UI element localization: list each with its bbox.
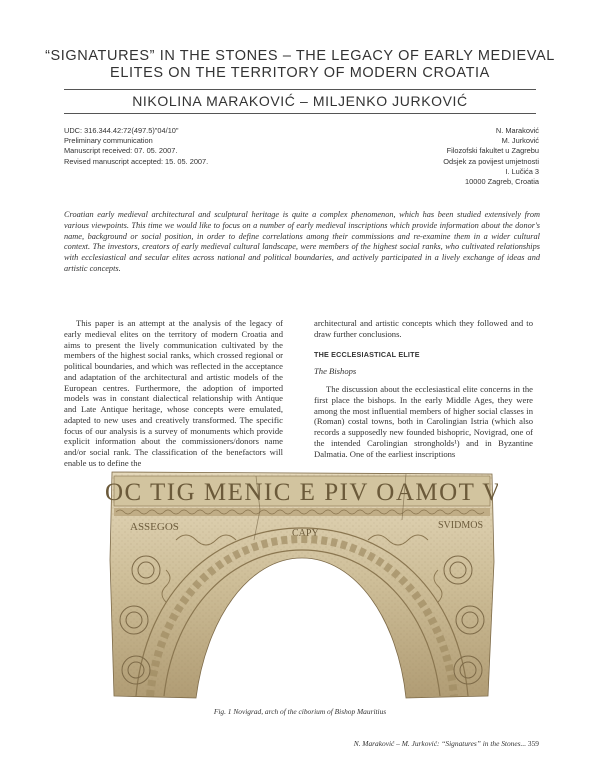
inscription-text: HOC TIG MENIC E PIV OAMOT VE: [106, 479, 498, 506]
authors-line: NIKOLINA MARAKOVIĆ – MILJENKO JURKOVIĆ: [132, 93, 468, 109]
page-footer: [354, 739, 539, 748]
ciborium-arch-illustration: [106, 470, 498, 702]
author-address: [443, 126, 539, 187]
figure-caption: Fig. 1 Novigrad, arch of the ciborium of Bishop Mauritius: [213, 707, 387, 716]
inscription-left: ASSEGOS: [130, 521, 179, 533]
running-footer: N. Maraković – M. Jurković: “Signatures” in the Stones...: [353, 739, 527, 748]
body-column-left: [64, 318, 283, 469]
title-line-1: “SIGNATURES” IN THE STONES – THE LEGACY OF EARLY MEDIEVAL: [45, 48, 555, 64]
accepted-date: Revised manuscript accepted: 15. 05. 2007.: [64, 156, 209, 166]
article-type: Preliminary communication: [64, 136, 153, 146]
inscription-mid: CAPY: [292, 528, 319, 539]
decorative-band: [114, 508, 490, 516]
body-paragraph: This paper is an attempt at the analysis of the legacy of early medieval elites on the territory of modern Croatia and aims to present the lively communication cultivated by the members of the highest social ranks, which crossed regional or political boundaries, and which was reflected in the acceptance and adaptation of the architectural and artistic models of the European centres. Furthermore, the adoption of imported models was in constant dialectical relationship with Antique and Late Antique heritage, whose concepts were emulated, adapted to new uses and creatively transformed. The specific focus of our analysis is a survey of monuments which provide explicit information about the commissioners/donors name and/or social rank. The classification of the benefactors will enable us to define the: [64, 318, 283, 468]
ciborium-arch-photo: [106, 470, 498, 702]
article-title: [40, 48, 560, 82]
udc-code: UDC: 316.344.42:72(497.5)"04/10": [64, 126, 179, 135]
page-number: 359: [527, 739, 539, 748]
body-column-right: [314, 318, 533, 459]
subsection-heading: The Bishops: [314, 366, 357, 377]
section-heading: THE ECCLESIASTICAL ELITE: [314, 349, 420, 359]
address-line: Odsjek za povijest umjetnosti: [443, 156, 539, 166]
title-line-2: ELITES ON THE TERRITORY OF MODERN CROATIA: [110, 65, 490, 81]
title-rule-top: [64, 89, 536, 90]
title-rule-bottom: [64, 113, 536, 114]
address-line: 10000 Zagreb, Croatia: [465, 177, 539, 187]
address-line: N. Maraković: [495, 126, 539, 135]
address-line: I. Lučića 3: [505, 166, 539, 176]
body-paragraph: The discussion about the ecclesiastical elite concerns in the first place the bishops. In the early Middle Ages, they were among the most influential members of higher social classes in (Roman) costal towns, both in Carolingian Istria (which also records a supposedly new founded bishopric, Novigrad, one of the intended Carolingian strongholds¹) and in Byzantine Dalmatia. One of the earliest inscriptions: [314, 384, 533, 459]
abstract: Croatian early medieval architectural and sculptural heritage is quite a complex phenomenon, which has been studied extensively from various viewpoints. This time we would like to focus on a number of early medieval inscriptions which provide information about the donor's name, background or social position, in order to define correlations among their commissions and re-examine them in a wider cultural context. The investors, creators of early medieval cultural landscape, were members of the highest social ranks, who cultivated relationships with ecclesiastical and secular elites across national and political boundaries, and actively participated in a lively exchange of ideas and artistic concepts.: [64, 210, 540, 273]
address-line: Filozofski fakultet u Zagrebu: [446, 146, 539, 156]
body-paragraph: architectural and artistic concepts which they followed and to draw further conclusions.: [314, 318, 533, 339]
inscription-right: SVIDMOS: [438, 520, 484, 531]
publication-metadata: [64, 126, 208, 167]
address-line: M. Jurković: [501, 136, 539, 146]
received-date: Manuscript received: 07. 05. 2007.: [64, 146, 178, 156]
